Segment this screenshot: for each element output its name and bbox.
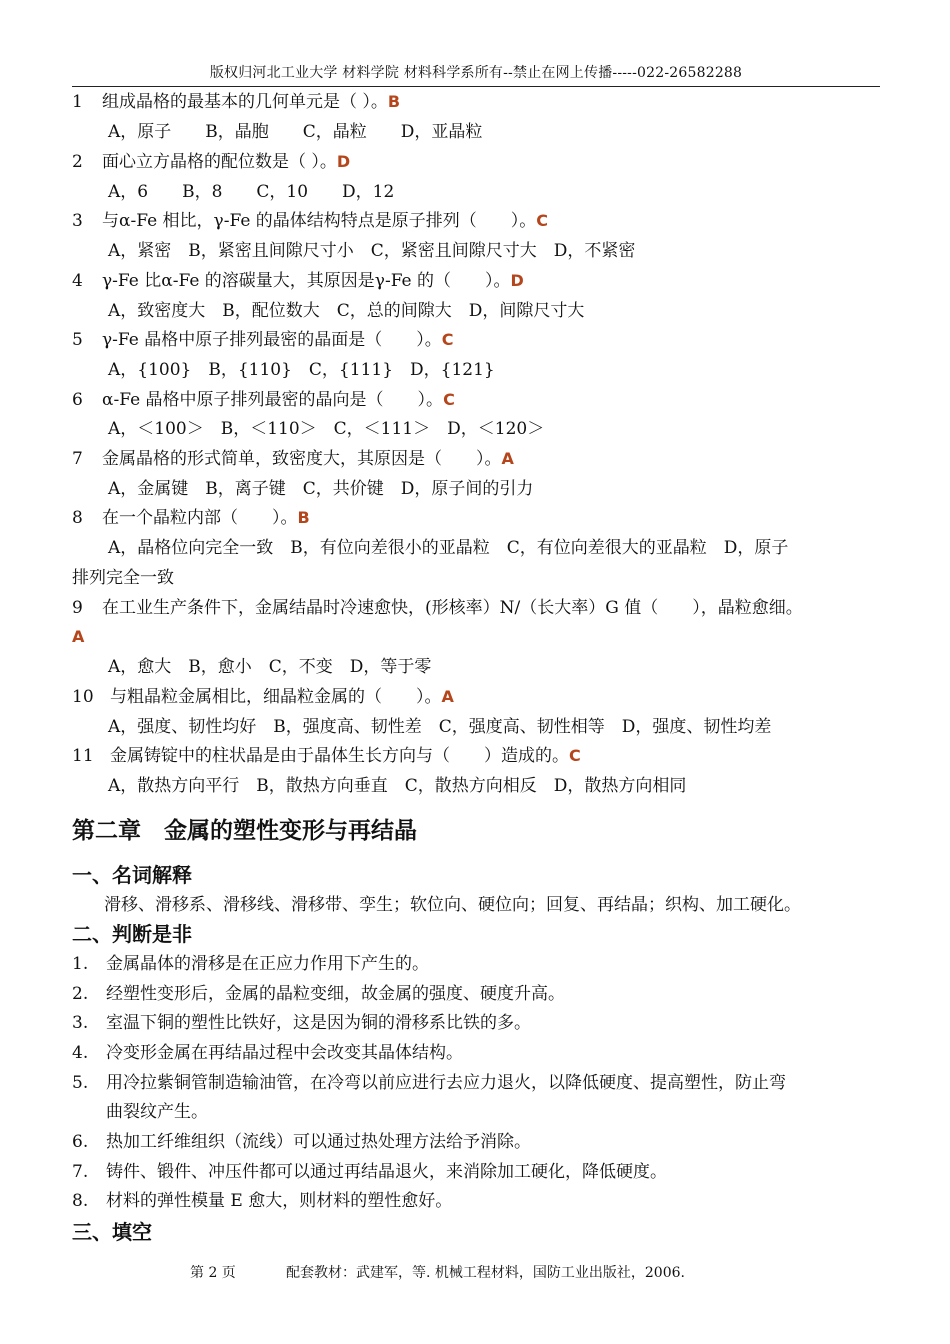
item-text: 冷变形金属在再结晶过程中会改变其晶体结构。 <box>106 1043 463 1063</box>
question-3-options: A，紧密 B，紧密且间隙尺寸小 C，紧密且间隙尺寸大 D，不紧密 <box>108 241 636 261</box>
question-4-options: A，致密度大 B，配位数大 C，总的间隙大 D，间隙尺寸大 <box>108 301 585 321</box>
question-10 <box>72 686 454 708</box>
answer-key: C <box>443 390 455 409</box>
answer-key: A <box>501 449 514 468</box>
question-1-options: A，原子 B，晶胞 C，晶粒 D，亚晶粒 <box>108 122 483 142</box>
true-false-item <box>72 1161 667 1183</box>
page-number: 第 2 页 <box>190 1265 236 1281</box>
section-3-title: 三、填空 <box>72 1220 152 1244</box>
question-number: 3 <box>72 211 83 231</box>
item-text: 金属晶体的滑移是在正应力作用下产生的。 <box>106 954 429 974</box>
true-false-item <box>72 953 429 975</box>
true-false-item <box>72 1012 531 1034</box>
question-10-options: A，强度、韧性均好 B，强度高、韧性差 C，强度高、韧性相等 D，强度、韧性均差 <box>108 717 772 737</box>
question-number: 11 <box>72 746 94 766</box>
question-number: 1 <box>72 92 83 112</box>
question-3 <box>72 210 548 232</box>
question-9-answer-line <box>72 626 84 648</box>
item-text: 室温下铜的塑性比铁好，这是因为铜的滑移系比铁的多。 <box>106 1013 531 1033</box>
answer-key: B <box>387 92 401 111</box>
item-number: 4. <box>72 1043 89 1063</box>
item-number: 6. <box>72 1132 89 1152</box>
item-number: 3. <box>72 1013 89 1033</box>
question-2-options: A，6 B，8 C，10 D，12 <box>108 182 395 202</box>
question-text: 面心立方晶格的配位数是（ ）。 <box>102 152 337 172</box>
question-8 <box>72 507 310 529</box>
item-text: 铸件、锻件、冲压件都可以通过再结晶退火，来消除加工硬化，降低硬度。 <box>106 1162 667 1182</box>
answer-key: A <box>441 687 454 706</box>
question-9 <box>72 597 803 619</box>
answer-key: C <box>441 330 454 349</box>
question-text: 与粗晶粒金属相比，细晶粒金属的（ ）。 <box>110 687 442 707</box>
true-false-item <box>72 1131 531 1153</box>
section-1-body: 滑移、滑移系、滑移线、滑移带、孪生；软位向、硬位向；回复、再结晶；织构、加工硬化。 <box>104 895 801 915</box>
true-false-item <box>72 1072 786 1094</box>
question-text: α-Fe 晶格中原子排列最密的晶向是（ ）。 <box>102 390 444 410</box>
page-header: 版权归河北工业大学 材料学院 材料科学系所有--禁止在网上传播-----022-26582288 <box>72 62 880 87</box>
question-6 <box>72 389 455 411</box>
answer-key: B <box>297 508 310 527</box>
question-8-options: A，晶格位向完全一致 B，有位向差很小的亚晶粒 C，有位向差很大的亚晶粒 D，原子 <box>108 538 789 558</box>
section-2-title: 二、判断是非 <box>72 922 192 946</box>
question-11-options: A，散热方向平行 B，散热方向垂直 C，散热方向相反 D，散热方向相同 <box>108 776 687 796</box>
question-text: 与α-Fe 相比，γ-Fe 的晶体结构特点是原子排列（ ）。 <box>102 211 537 231</box>
textbook-reference: 配套教材：武建军，等. 机械工程材料，国防工业出版社，2006. <box>286 1265 685 1281</box>
chapter-title: 第二章 金属的塑性变形与再结晶 <box>72 818 417 844</box>
question-text: γ-Fe 比α-Fe 的溶碳量大，其原因是γ-Fe 的（ ）。 <box>102 271 511 291</box>
answer-key: D <box>336 152 351 171</box>
question-text: 在工业生产条件下，金属结晶时冷速愈快，(形核率）N/（长大率）G 值（ ），晶粒愈细。 <box>102 598 803 618</box>
item-text: 用冷拉紫铜管制造输油管，在冷弯以前应进行去应力退火，以降低硬度、提高塑性，防止弯 <box>106 1073 786 1093</box>
question-7-options: A，金属键 B，离子键 C，共价键 D，原子间的引力 <box>108 479 534 499</box>
question-4 <box>72 270 524 292</box>
item-text: 经塑性变形后，金属的晶粒变细，故金属的强度、硬度升高。 <box>106 984 565 1004</box>
item-text: 热加工纤维组织（流线）可以通过热处理方法给予消除。 <box>106 1132 531 1152</box>
question-number: 5 <box>72 330 83 350</box>
item-number: 5. <box>72 1073 89 1093</box>
question-number: 10 <box>72 687 94 707</box>
question-11 <box>72 745 581 767</box>
question-text: 金属晶格的形式简单，致密度大，其原因是（ ）。 <box>102 449 502 469</box>
question-text: 组成晶格的最基本的几何单元是（ ）。 <box>102 92 388 112</box>
answer-key: A <box>72 627 85 646</box>
question-number: 4 <box>72 271 83 291</box>
question-5 <box>72 329 453 351</box>
item-number: 2. <box>72 984 89 1004</box>
question-number: 9 <box>72 598 83 618</box>
true-false-item-cont: 曲裂纹产生。 <box>106 1102 208 1122</box>
true-false-item <box>72 1042 463 1064</box>
question-number: 8 <box>72 508 83 528</box>
question-number: 7 <box>72 449 83 469</box>
item-number: 8. <box>72 1191 89 1211</box>
question-6-options: A，＜100＞ B，＜110＞ C，＜111＞ D，＜120＞ <box>108 419 545 439</box>
answer-key: C <box>569 746 581 765</box>
question-5-options: A，{100} B，{110} C，{111} D，{121} <box>108 360 495 380</box>
answer-key: C <box>536 211 549 230</box>
question-8-options-cont: 排列完全一致 <box>72 568 174 588</box>
question-2 <box>72 151 350 173</box>
section-1-title: 一、名词解释 <box>72 863 192 887</box>
question-number: 6 <box>72 390 83 410</box>
question-1 <box>72 91 400 113</box>
question-7 <box>72 448 514 470</box>
true-false-item <box>72 1190 452 1212</box>
item-number: 7. <box>72 1162 89 1182</box>
answer-key: D <box>510 271 524 290</box>
question-number: 2 <box>72 152 83 172</box>
true-false-item <box>72 983 565 1005</box>
question-9-options: A，愈大 B，愈小 C，不变 D，等于零 <box>108 657 432 677</box>
question-text: 金属铸锭中的柱状晶是由于晶体生长方向与（ ）造成的。 <box>110 746 569 766</box>
item-number: 1. <box>72 954 89 974</box>
question-text: γ-Fe 晶格中原子排列最密的晶面是（ ）。 <box>102 330 442 350</box>
question-text: 在一个晶粒内部（ ）。 <box>102 508 298 528</box>
item-text: 材料的弹性模量 E 愈大，则材料的塑性愈好。 <box>106 1191 453 1211</box>
